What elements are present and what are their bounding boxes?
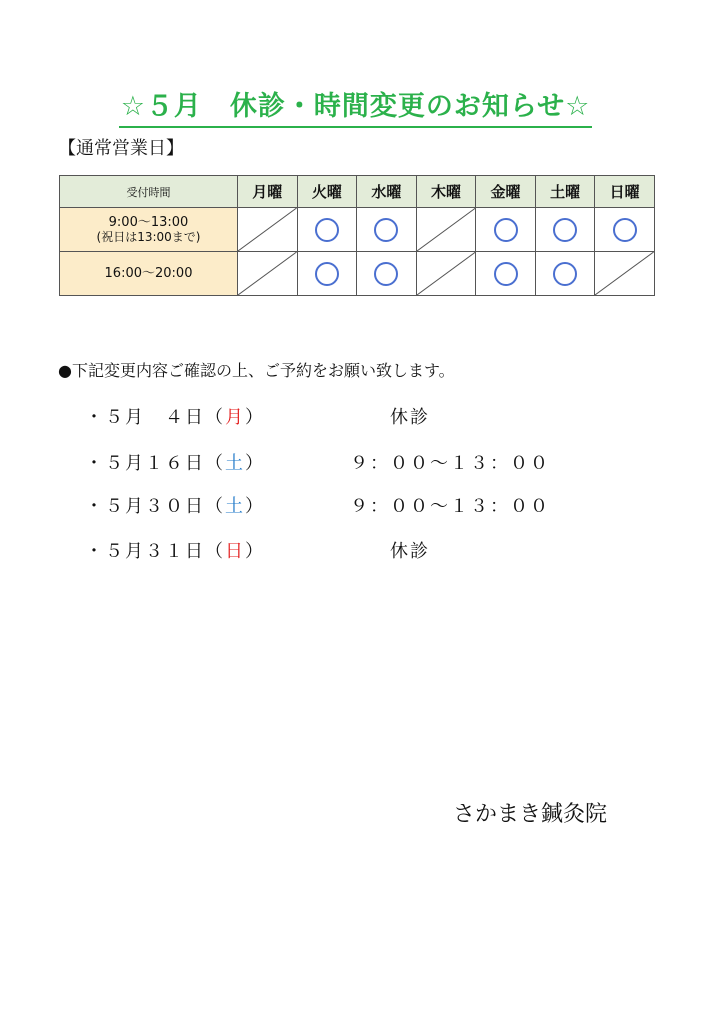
closed-cell [238,252,297,295]
day-header: 水曜 [357,176,417,208]
holiday-note: (祝日は13:00まで) [96,229,201,244]
closed-slash-icon [238,252,297,295]
open-circle-icon [553,262,577,286]
open-circle-icon [494,218,518,242]
time-cell [60,252,238,296]
schedule-cell [357,252,417,296]
closed-slash-icon [595,252,654,295]
closed-cell [238,208,297,251]
change-date-prefix: ・５月１６日（ [85,453,225,474]
business-hours-table [59,175,655,296]
open-circle-icon [494,262,518,286]
notice-text: ●下記変更内容ご確認の上、ご予約をお願い致します。 [58,361,455,380]
change-date-suffix: ） [245,541,265,562]
day-header: 木曜 [416,176,476,208]
change-status: 休診 [390,541,430,562]
schedule-cell [297,252,357,296]
day-header: 月曜 [238,176,298,208]
change-item [85,537,430,563]
closed-slash-icon [417,252,476,295]
open-cell [298,252,357,295]
schedule-cell [357,208,417,252]
schedule-cell [238,252,298,296]
closed-slash-icon [238,208,297,251]
open-circle-icon [315,218,339,242]
open-circle-icon [374,262,398,286]
page-title-wrap [0,84,711,128]
time-cell [60,208,238,252]
clinic-name: さかまき鍼灸院 [453,802,608,827]
schedule-cell [416,208,476,252]
open-circle-icon [315,262,339,286]
day-header: 火曜 [297,176,357,208]
change-date-prefix: ・５月３１日（ [85,541,225,562]
schedule-cell [476,252,536,296]
schedule-cell [476,208,536,252]
open-circle-icon [374,218,398,242]
closed-cell [417,252,476,295]
open-cell [536,252,595,295]
schedule-cell [535,252,595,296]
change-weekday: 日 [225,541,245,562]
time-range: 9:00～13:00 [108,214,189,230]
table-header-row [60,176,655,208]
open-cell [476,252,535,295]
schedule-cell [238,208,298,252]
closed-cell [595,252,654,295]
change-item [85,403,430,429]
closed-slash-icon [417,208,476,251]
change-date-suffix: ） [245,407,265,428]
change-item [85,492,550,518]
table-row-morning [60,208,655,252]
change-date-prefix: ・５月３０日（ [85,496,225,517]
schedule-cell [535,208,595,252]
change-weekday: 土 [225,496,245,517]
change-status: 休診 [390,407,430,428]
schedule-cell [297,208,357,252]
change-weekday: 土 [225,453,245,474]
schedule-cell [595,252,655,296]
change-date-prefix: ・５月 ４日（ [85,407,225,428]
change-weekday: 月 [225,407,245,428]
day-header: 日曜 [595,176,655,208]
closed-cell [417,208,476,251]
open-circle-icon [613,218,637,242]
open-cell [476,208,535,251]
time-range: 16:00～20:00 [104,266,193,281]
open-cell [298,208,357,251]
open-cell [536,208,595,251]
change-date-suffix: ） [245,453,265,474]
section-label: 【通常営業日】 [58,138,184,159]
open-cell [357,252,416,295]
page-title: ☆５月 休診・時間変更のお知らせ☆ [119,84,593,128]
schedule-cell [595,208,655,252]
reception-hours-header: 受付時間 [60,176,238,208]
open-cell [595,208,654,251]
open-cell [357,208,416,251]
day-header: 土曜 [535,176,595,208]
table-row-evening [60,252,655,296]
change-status: ９：００～１３：００ [350,496,550,517]
change-status: ９：００～１３：００ [350,453,550,474]
open-circle-icon [553,218,577,242]
schedule-cell [416,252,476,296]
day-header: 金曜 [476,176,536,208]
change-date-suffix: ） [245,496,265,517]
change-item [85,449,550,475]
